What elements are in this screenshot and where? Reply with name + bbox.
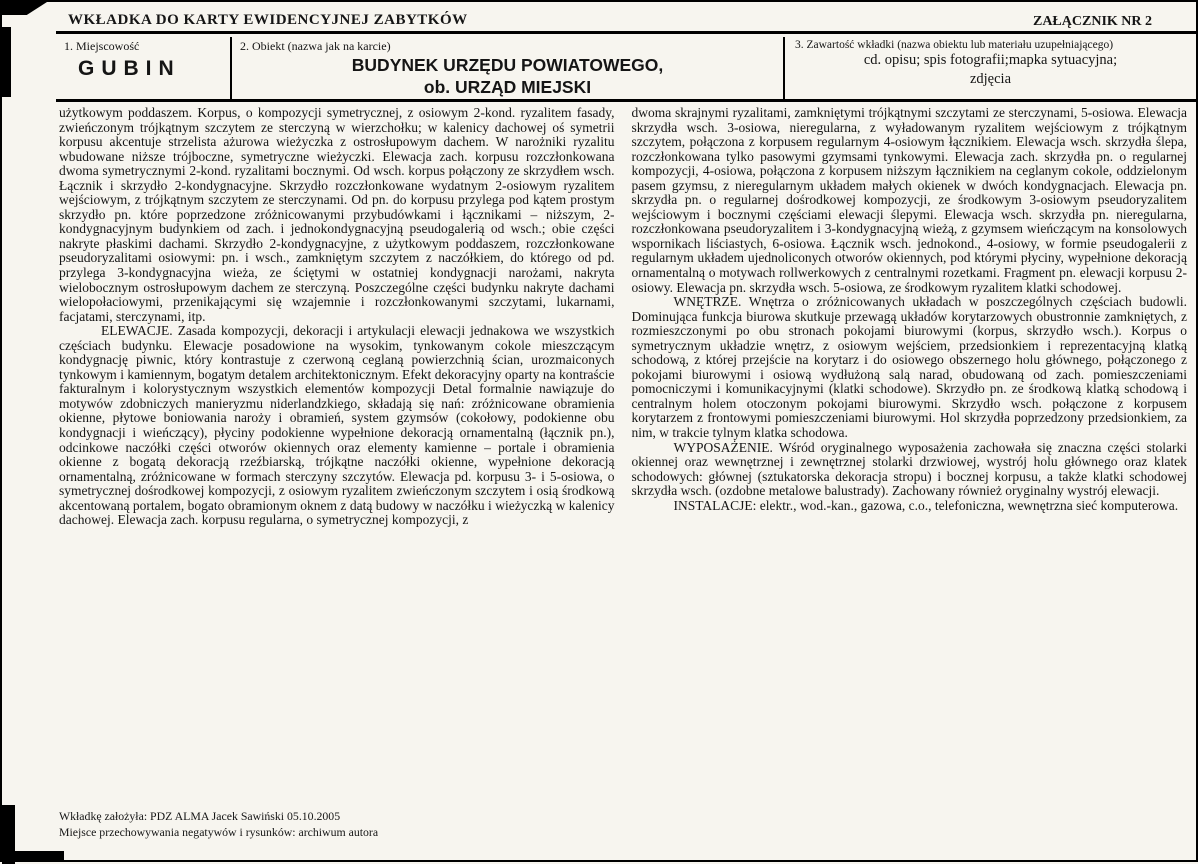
object-name-line1: BUDYNEK URZĘDU POWIATOWEGO, (351, 55, 664, 75)
left-column (59, 106, 615, 528)
wnetrze-paragraph: WNĘTRZE. Wnętrza o zróżnicowanych układach w poszczególnych częściach budowli. Dominująca funkcja biurowa skutkuje przewagą układów korytarzowych obustronnie zamkniętych, z rozmieszczonymi po obu stronach pokojami biurowymi (korpus, skrzydło wsch.). Korpus o symetrycznym układzie wnętrz, z osiowym wejściem, przedsionkiem i reprezentacyjną klatką schodową, z której przejście na korytarz i do osiowego obszernego holu głównego, połączonego z pokojami biurowymi i osiową wydłużoną salą narad, obudowaną od zach. pomieszczeniami pomocniczymi i komunikacyjnymi (klatki schodowe). Skrzydło pn. ze środkową klatką schodową i centralnym holem otoczonym pokojami biurowymi. Skrzydło wsch. połączone z korpusem korytarzem z frontowymi pomieszczeniami biurowymi. Hol skrzydła poprzedzony przedsionkiem, za nim, w trakcie tylnym klatka schodowa. (631, 294, 1187, 441)
elewacje-paragraph: ELEWACJE. Zasada kompozycji, dekoracji i artykulacji elewacji jednakowa we wszystkich częściach budynku. Elewacje posadowione na wysokim, tynkowanym cokole mieszczącym kondygnację piwnic, który kontrastuje z czerwoną ceglaną powierzchnią ścian, urozmaiconych tynkowym i kamiennym, bogatym detalem architektonicznym. Efekt dekoracyjny oparty na kontraście fakturalnym i kolorystycznym wszystkich elementów kompozycji Detal formalnie nawiązuje do motywów zdobniczych manieryzmu niderlandzkiego, składają się nań: zróżnicowane obramienia okienne, płytowe boniowania naroży i obramień, system gzymsów (cokołowy, podokienne obu kondygnacji i wieńczący), płyciny podokienne wypełnione dekoracją ornamentalną (łącznik pn.), odcinkowe naczółki części otworów okiennych oraz elementy kamienne – portale i obramienia okienne z bogatą dekoracją rzeźbiarską, trójkątne naczółki okienne, wypełnione dekoracją ornamentalną, zróżnicowane w formach sterczyny szczytów. Elewacja pd. korpusu 3- i 5-osiowa, o symetrycznej dośrodkowej kompozycji, z osiowym ryzalitem zwieńczonym szczytem i osią środkową akcentowaną portalem, bogato obramionym oknem z datą budowy w naczółku i wieżyczką w kalenicy dachowej. Elewacja zach. korpusu regularna, o symetrycznej kompozycji, z (59, 323, 615, 528)
identification-table (56, 37, 1196, 102)
scan-artifact (2, 27, 11, 97)
field-value-town: GUBIN (78, 57, 181, 80)
annex-label: ZAŁĄCZNIK NR 2 (1032, 14, 1152, 29)
field-label: 3. Zawartość wkładki (nazwa obiektu lub materiału uzupełniającego) (795, 39, 1114, 51)
field-zawartosc (785, 37, 1196, 99)
elewacje-continuation-paragraph: dwoma skrajnymi ryzalitami, zamkniętymi trójkątnymi szczytami ze sterczynami, 5-osiowa. Elewacja skrzydła wsch. 3-osiowa, nieregularna, z wyładowanym ryzalitem wejściowym z trójkątnym szczytem, połączona z korpusem regularnym 4-osiowym łącznikiem. Elewacja wsch. skrzydła ślepa, rozczłonkowana tylko pasowymi gzymsami tynkowymi. Elewacja zach. skrzydła pn. o regularnej kompozycji, 4-osiowa, połączona z korpusem niższym łącznikiem na ceglanym cokole, oddzielonym pasem gzymsu, z nieregularnym układem małych okienek w dwóch kondygnacjach. Elewacja pn. skrzydła pn. o regularnej dośrodkowej kompozycji, ze środkowym 3-osiowym pseudoryzalitem wejściowym i bocznymi częściami elewacji ślepymi. Elewacja wsch. skrzydła pn. nieregularna, rozczłonkowana pseudoryzalitem i 3-kondygnacyjną wieżą, z gzymsem wieńczącym na konsolowych wspornikach liściastych, 6-osiowa. Łącznik wsch. jednokond., 4-osiowy, w formie pseudogalerii z regularnym układem ujednoliconych otworów okiennych, pod którymi płyciny, wypełnione dekoracją ornamentalną o motywach rollwerkowych z centralnymi rozetkami. Fragment pn. elewacji korpusu 2-osiowy. Elewacja pn. skrzydła wsch. 5-osiowa, ze środkowym ryzalitem klatki schodowej. (631, 105, 1187, 295)
contents-line2: zdjęcia (969, 71, 1012, 87)
description-continuation-paragraph: użytkowym poddaszem. Korpus, o kompozycji symetrycznej, z osiowym 2-kond. ryzalitem fasady, zwieńczonym trójkątnym szczytem ze sterczyną w wierzchołku; w kalenicy dachowej oś symetrii korpusu akcentuje strzelista ażurowa wieżyczka z ostrosłupowym dachem. W narożniki ryzalitu wbudowane niższe trójboczne, symetryczne wieżyczki. Elewacja zach. korpusu rozczłonkowana dwoma symetrycznymi 2-kond. ryzalitami bocznymi. Od wsch. korpus połączony ze skrzydłem wsch. Łącznik i skrzydło 2-kondygnacyjne. Skrzydło rozczłonkowane wydatnym 2-osiowym ryzalitem wejściowym, z trójkątnym szczytem ze sterczynami. Od pn. do korpusu przylega pod kątem prostym skrzydło pn. które poprzedzone zróżnicowanymi przybudówkami i łącznikami – niższym, 2-kondygnacyjnym budynkiem od zach. i jednokondygnacyjną pseudogalerią od wsch.; obie części nakryte płaskimi dachami. Skrzydło 2-kondygnacyjne, z użytkowym poddaszem, rozczłonkowane pseudoryzalitami osiowymi: pn. i wsch., zamkniętym szczytem z naczółkiem, do którego od pd. przylega 3-kondygnacyjna wieża, ze ściętymi w ostatniej kondygnacji narożami, nakryta wielobocznym ostrosłupowym dachem ze sterczyną. Poszczególne części budynku nakryte dachami wielopołaciowymi, przenikającymi się wzajemnie i rozczłonkowanymi szczytami, lukarnami, facjatami, sterczynami, itp. (59, 105, 615, 324)
header (56, 8, 1196, 34)
object-name-line2: ob. URZĄD MIEJSKI (423, 77, 592, 97)
field-label: 2. Obiekt (nazwa jak na karcie) (240, 39, 391, 53)
scan-artifact (2, 851, 64, 860)
field-obiekt (230, 37, 785, 99)
body-columns (59, 106, 1187, 528)
footer-archive-line: Miejsce przechowywania negatywów i rysunków: archiwum autora (59, 825, 379, 839)
right-column (632, 106, 1188, 528)
footer-author-line: Wkładkę założyła: PDZ ALMA Jacek Sawiński 05.10.2005 (59, 809, 341, 823)
wyposazenie-paragraph: WYPOSAŻENIE. Wśród oryginalnego wyposażenia zachowała się znaczna części stolarki okiennej oraz wewnętrznej i zewnętrznej stolarki drzwiowej, wystrój holu głównego oraz klatek schodowych: głównej (sztukatorska dekoracja stropu) i bocznej korpusu, a także klatki schodowej skrzydła wsch. (ozdobne metalowe balustrady). Zachowany również oryginalny wystrój elewacji. (631, 439, 1187, 499)
footer (59, 808, 378, 840)
instalacje-paragraph: INSTALACJE: elektr., wod.-kan., gazowa, c.o., telefoniczna, wewnętrzna sieć komputerowa. (673, 497, 1179, 513)
scan-artifact (2, 2, 47, 15)
document-title: WKŁADKA DO KARTY EWIDENCYJNEJ ZABYTKÓW (68, 12, 468, 28)
field-miejscowosc (56, 37, 230, 99)
field-label: 1. Miejscowość (64, 39, 140, 53)
contents-line1: cd. opisu; spis fotografii;mapka sytuacyjna; (863, 52, 1118, 68)
